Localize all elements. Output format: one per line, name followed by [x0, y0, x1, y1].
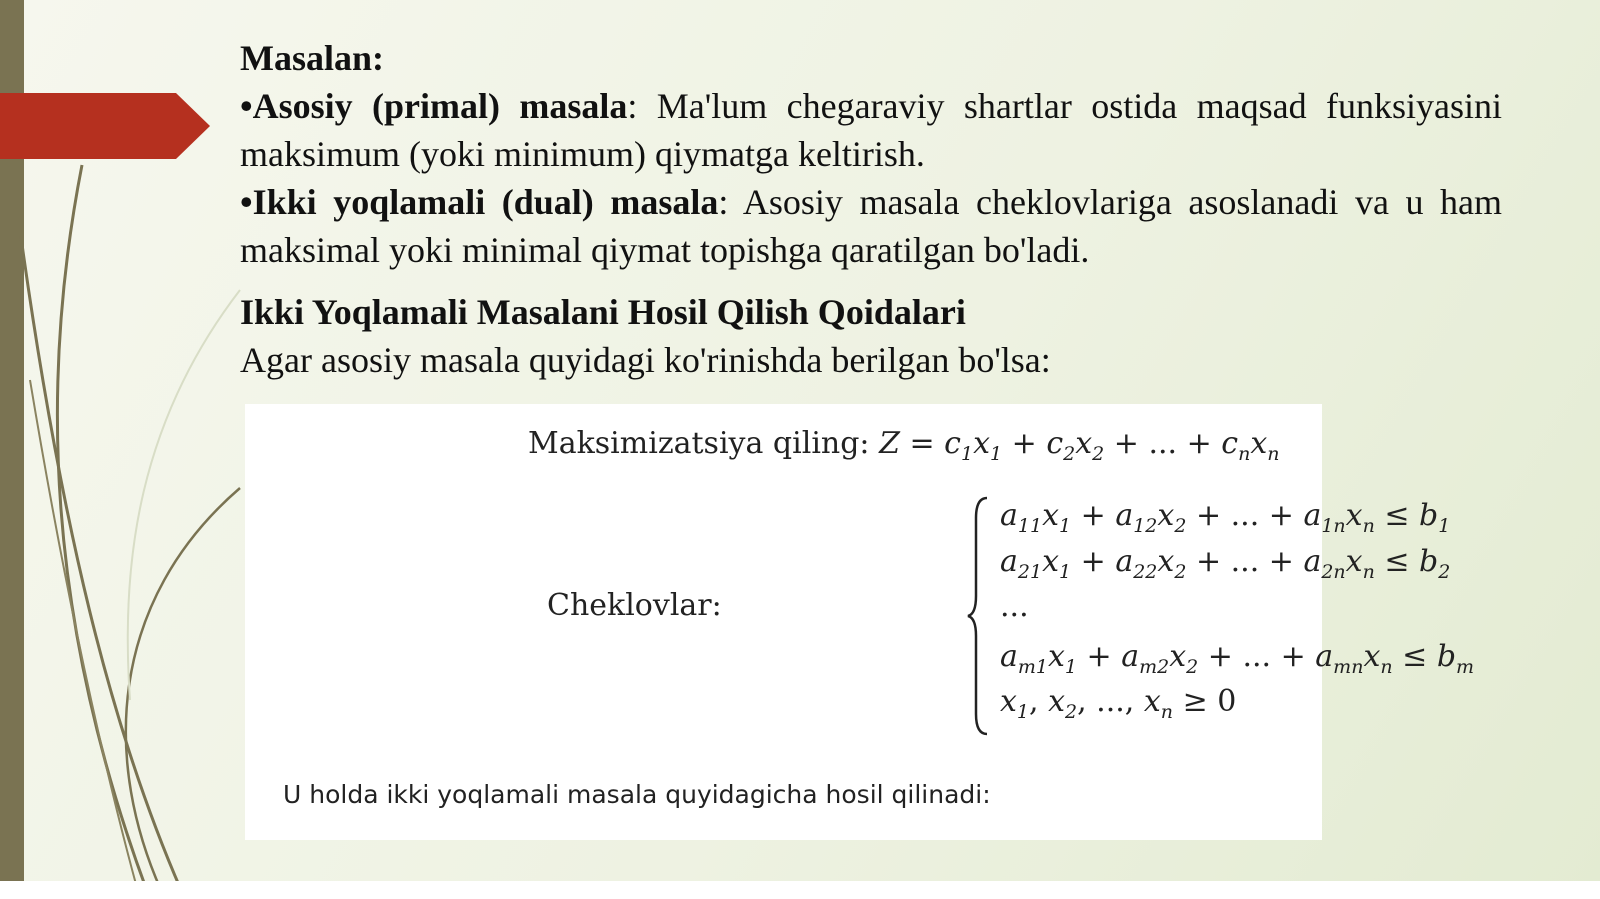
bullet-dual	[240, 178, 1502, 274]
objective-line	[528, 426, 1280, 465]
constraints-label: Cheklovlar:	[547, 588, 722, 623]
intro-text: Agar asosiy masala quyidagi ko'rinishda berilgan bo'lsa:	[240, 340, 1051, 380]
bullet-primal-text: : Ma'lum chegaraviy shartlar ostida maqsad funksiyasini maksimum (yoki minimum) qiymatga keltirish.	[240, 86, 1502, 174]
constraint-row-m: $a_{m1}x_1 + a_{m2}x_2$ + ... + $a_{mn}x_n \le b_m$	[1000, 639, 1475, 678]
nonnegativity-row: $x_1$, $x_2$, ..., $x_n \ge 0$	[1000, 684, 1237, 723]
constraint-row-1: $a_{11}x_1 + a_{12}x_2$ + ... + $a_{1n}x_n \le b_1$	[1000, 498, 1451, 537]
constraint-ellipsis: ...	[1000, 589, 1029, 624]
bottom-strip	[0, 881, 1600, 899]
arrow-decoration	[0, 93, 210, 159]
formula-image	[245, 404, 1475, 840]
slide-heading: Masalan:	[240, 38, 384, 78]
objective-formula: $Z = c_1x_1 + c_2x_2$ + ... + $c_nx_n$	[879, 426, 1280, 465]
objective-label: Maksimizatsiya qiling:	[528, 426, 870, 461]
bullet-dual-text: : Asosiy masala cheklovlariga asoslanadi va u ham maksimal yoki minimal qiymat topishga qaratilgan bo'ladi.	[240, 182, 1502, 270]
left-brace	[967, 496, 991, 736]
bullet-dual-bold: •Ikki yoqlamali (dual) masala	[240, 182, 719, 222]
dual-note: U holda ikki yoqlamali masala quyidagicha hosil qilinadi:	[283, 780, 991, 809]
section-subtitle: Ikki Yoqlamali Masalani Hosil Qilish Qoidalari	[240, 292, 966, 332]
bullet-primal	[240, 82, 1502, 178]
bullet-primal-bold: •Asosiy (primal) masala	[240, 86, 628, 126]
slide-content	[240, 34, 1502, 384]
constraint-row-2: $a_{21}x_1 + a_{22}x_2$ + ... + $a_{2n}x_n \le b_2$	[1000, 544, 1451, 583]
